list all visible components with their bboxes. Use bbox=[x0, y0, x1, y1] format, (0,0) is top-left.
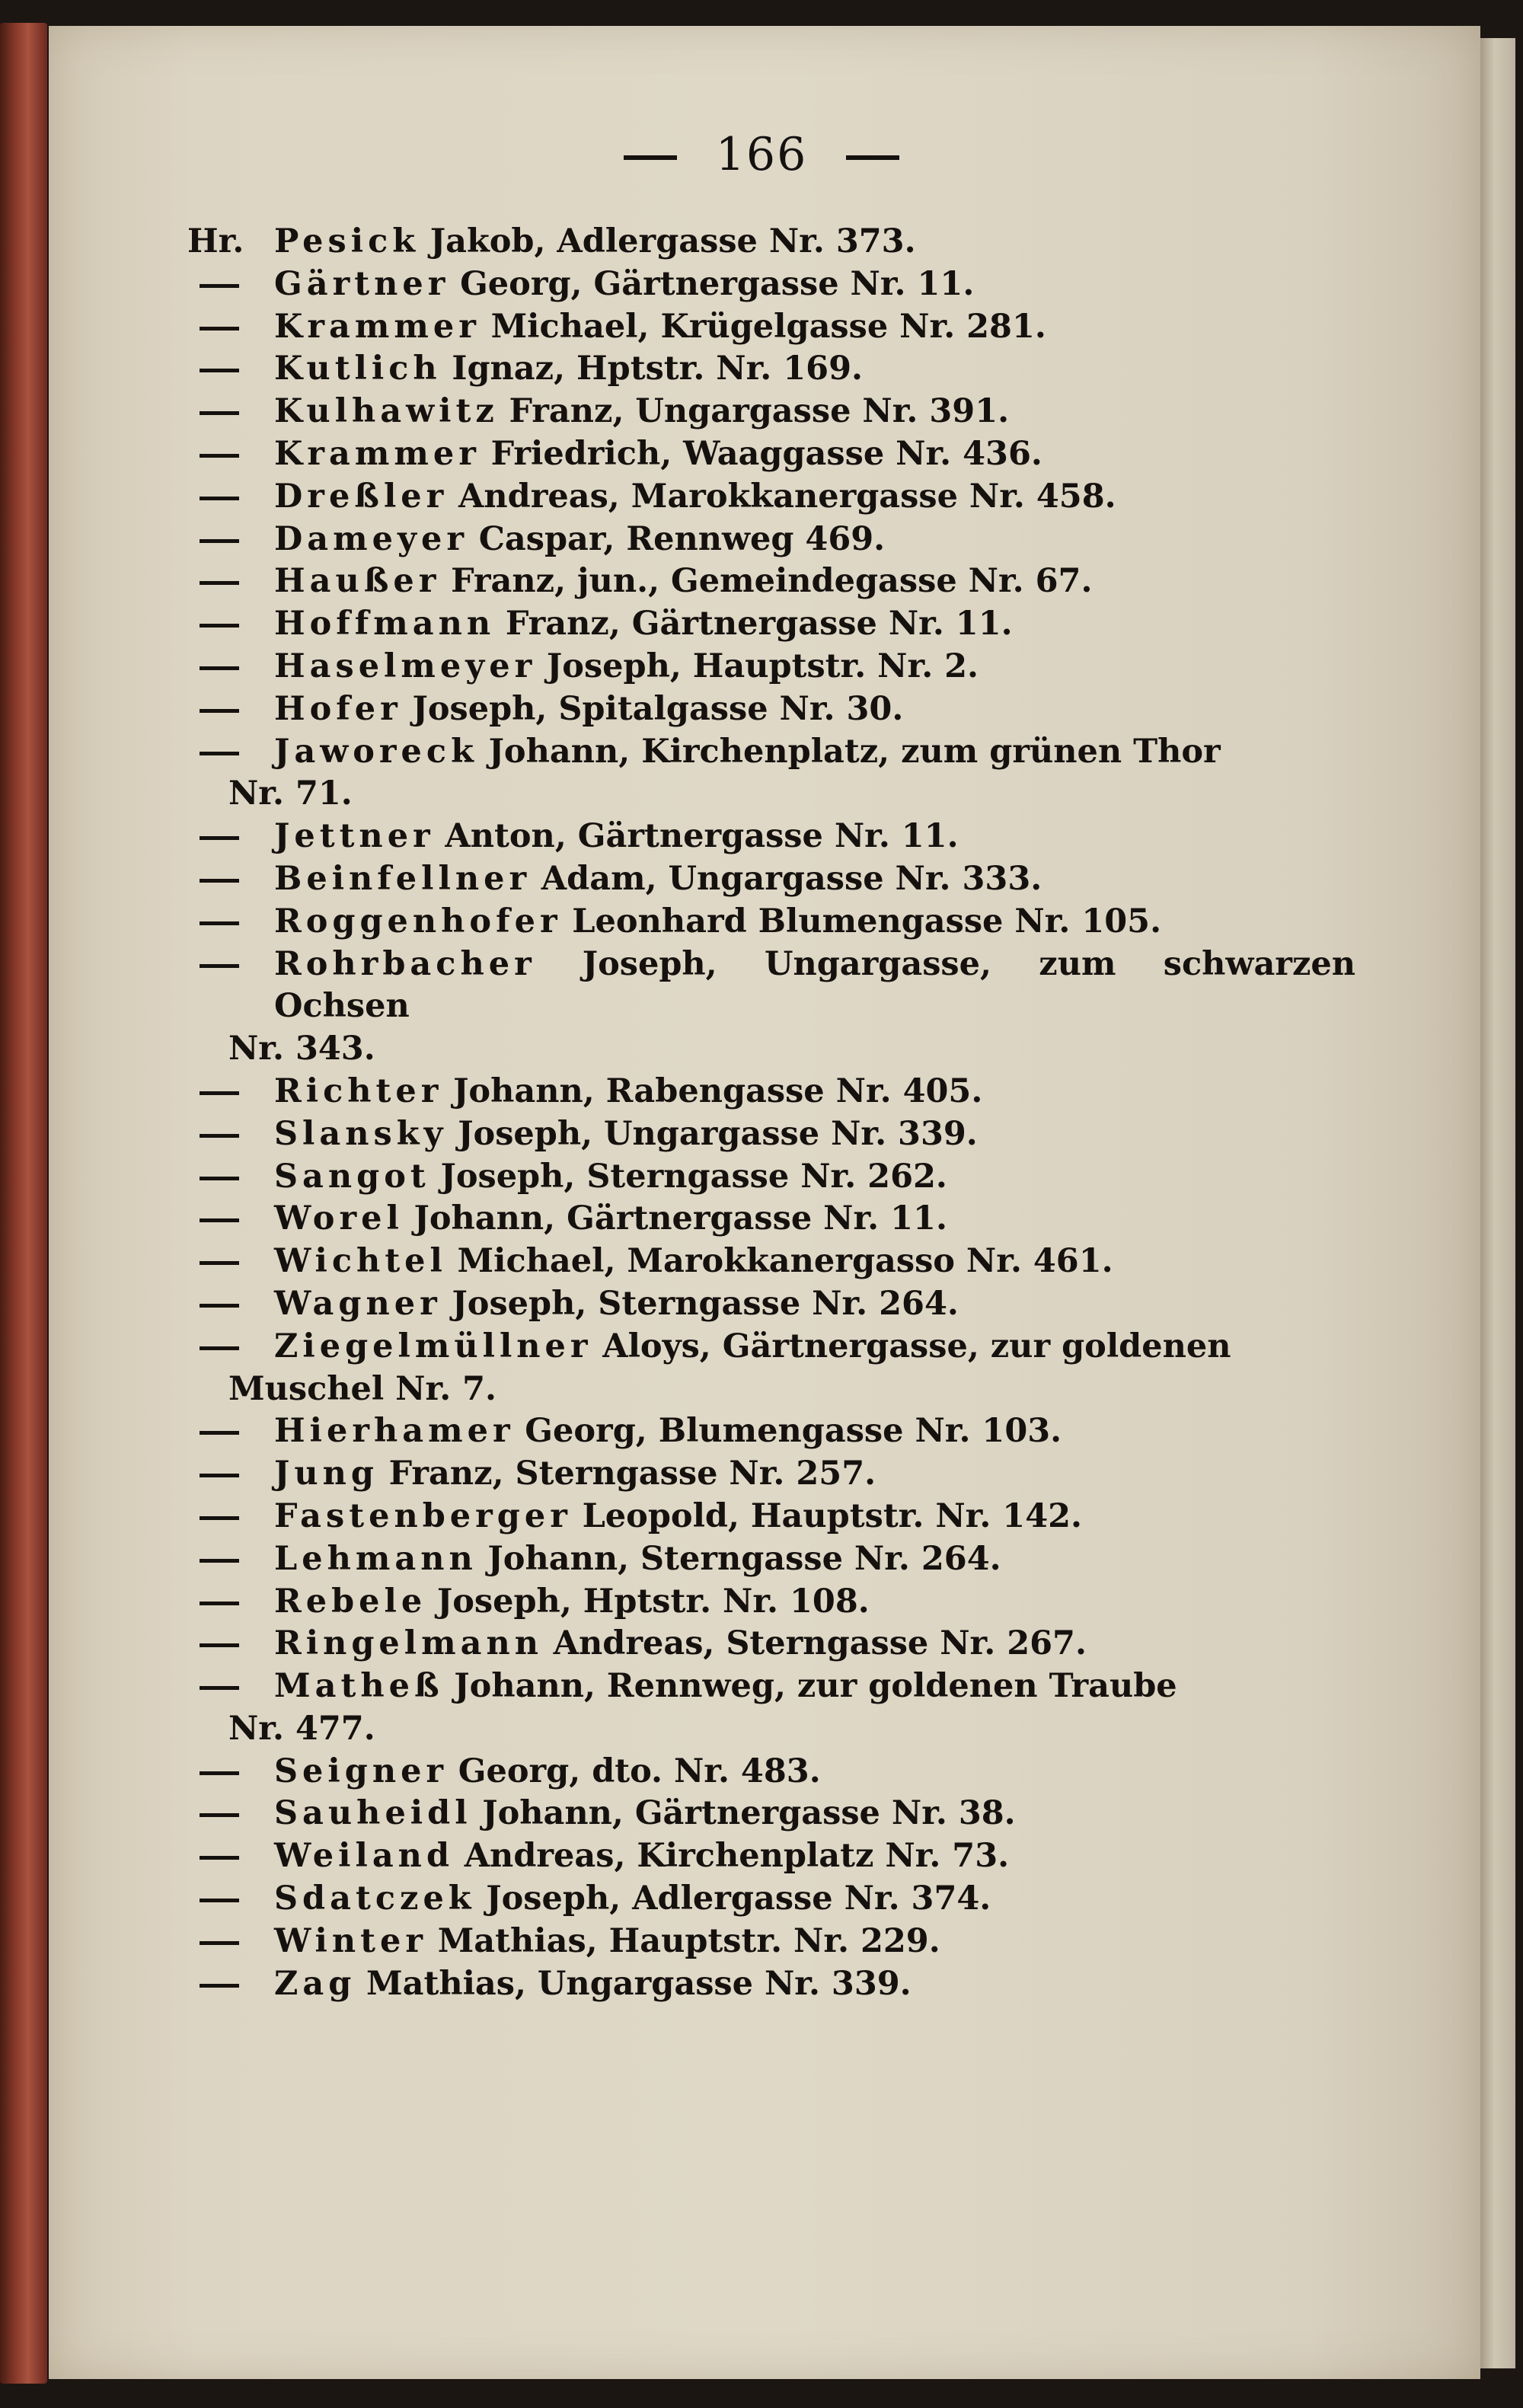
list-item bbox=[190, 1496, 1355, 1538]
list-item bbox=[190, 1878, 1355, 1921]
entry-surname: Jaworeck bbox=[274, 732, 478, 771]
entry-surname: Worel bbox=[274, 1199, 404, 1238]
entry-details: Adam, Ungargasse Nr. 333. bbox=[541, 859, 1042, 898]
entry-surname: Ringelmann bbox=[274, 1624, 543, 1663]
entry-surname: Seigner bbox=[274, 1752, 449, 1790]
address-list bbox=[187, 221, 1355, 2005]
entry-details: Joseph, Hauptstr. Nr. 2. bbox=[546, 647, 979, 685]
page-number: 166 bbox=[715, 128, 808, 181]
list-item bbox=[190, 1835, 1355, 1878]
entry-surname: Roggenhofer bbox=[274, 902, 562, 941]
list-item bbox=[190, 1113, 1355, 1156]
entry-details: Leonhard Blumengasse Nr. 105. bbox=[572, 902, 1162, 941]
entry-details: Mathias, Ungargasse Nr. 339. bbox=[366, 1964, 912, 2003]
entry-details: Joseph, Sterngasse Nr. 264. bbox=[452, 1284, 959, 1323]
entry-surname: Jung bbox=[274, 1455, 378, 1493]
entry-details: Anton, Gärtnergasse Nr. 11. bbox=[445, 817, 959, 856]
entry-details: Joseph, Spitalgasse Nr. 30. bbox=[412, 689, 904, 728]
entry-details: Michael, Krügelgasse Nr. 281. bbox=[490, 307, 1046, 346]
entry-surname: Kulhawitz bbox=[274, 392, 499, 431]
list-item bbox=[190, 603, 1355, 646]
list-item bbox=[190, 476, 1355, 519]
entry-details: Caspar, Rennweg 469. bbox=[478, 519, 886, 558]
entry-surname: Haselmeyer bbox=[274, 647, 537, 685]
entry-surname: Slansky bbox=[274, 1114, 448, 1153]
list-item bbox=[190, 519, 1355, 561]
list-item bbox=[190, 1665, 1355, 1751]
header-dash-left bbox=[624, 155, 677, 160]
entry-surname: Ziegelmüllner bbox=[274, 1327, 592, 1365]
list-item bbox=[190, 391, 1355, 433]
entry-surname: Hierhamer bbox=[274, 1412, 515, 1451]
entry-surname: Dreßler bbox=[274, 477, 449, 516]
entry-surname: Rohrbacher bbox=[274, 944, 536, 983]
page-edge bbox=[1480, 38, 1515, 2368]
entry-surname: Richter bbox=[274, 1071, 443, 1110]
entry-details: Georg, dto. Nr. 483. bbox=[458, 1752, 821, 1790]
list-item bbox=[187, 221, 1355, 263]
list-item bbox=[190, 688, 1355, 731]
entry-surname: Krammer bbox=[274, 307, 481, 346]
entry-continuation: Nr. 71. bbox=[228, 774, 353, 813]
entry-surname: Gärtner bbox=[274, 264, 450, 303]
entry-surname: Wichtel bbox=[274, 1242, 447, 1281]
entry-details: Franz, jun., Gemeindegasse Nr. 67. bbox=[451, 562, 1093, 601]
entry-details: Johann, Rabengasse Nr. 405. bbox=[453, 1071, 983, 1110]
list-item bbox=[190, 1326, 1355, 1411]
entry-details: Joseph, Ungargasse, zum schwarzen Ochsen bbox=[274, 944, 1355, 1026]
list-item bbox=[190, 1581, 1355, 1624]
entry-surname: Sangot bbox=[274, 1157, 430, 1196]
list-item bbox=[190, 646, 1355, 688]
entry-surname: Matheß bbox=[274, 1667, 444, 1706]
list-item bbox=[190, 816, 1355, 858]
entry-details: Johann, Sterngasse Nr. 264. bbox=[487, 1539, 1001, 1578]
list-item bbox=[190, 1538, 1355, 1581]
list-item bbox=[190, 433, 1355, 476]
list-item bbox=[190, 1751, 1355, 1793]
page-header bbox=[0, 128, 1523, 181]
entry-details: Michael, Marokkanergasso Nr. 461. bbox=[457, 1242, 1113, 1281]
entry-details: Joseph, Ungargasse Nr. 339. bbox=[458, 1114, 978, 1153]
entry-surname: Lehmann bbox=[274, 1539, 477, 1578]
entry-surname: Weiland bbox=[274, 1837, 455, 1876]
entry-details: Mathias, Hauptstr. Nr. 229. bbox=[437, 1921, 940, 1960]
entry-surname: Fastenberger bbox=[274, 1496, 572, 1535]
list-item bbox=[190, 1623, 1355, 1665]
entry-surname: Winter bbox=[274, 1921, 428, 1960]
entry-details: Joseph, Hptstr. Nr. 108. bbox=[436, 1582, 870, 1621]
entry-details: Johann, Rennweg, zur goldenen Traube bbox=[454, 1667, 1177, 1706]
entry-surname: Sauheidl bbox=[274, 1794, 472, 1833]
entry-surname: Jettner bbox=[274, 817, 435, 856]
entry-surname: Rebele bbox=[274, 1582, 427, 1621]
entry-details: Jakob, Adlergasse Nr. 373. bbox=[429, 222, 916, 260]
entry-details: Leopold, Hauptstr. Nr. 142. bbox=[582, 1496, 1083, 1535]
entry-details: Franz, Ungargasse Nr. 391. bbox=[509, 392, 1010, 431]
list-item bbox=[190, 1283, 1355, 1326]
entry-details: Andreas, Marokkanergasse Nr. 458. bbox=[458, 477, 1116, 516]
list-item bbox=[190, 1453, 1355, 1496]
book-spine bbox=[0, 23, 47, 2384]
entry-details: Aloys, Gärtnergasse, zur goldenen bbox=[602, 1327, 1231, 1365]
entry-surname: Sdatczek bbox=[274, 1879, 476, 1918]
entry-surname: Dameyer bbox=[274, 519, 469, 558]
list-item bbox=[190, 1198, 1355, 1241]
entry-honorific: Hr. bbox=[187, 222, 244, 260]
entry-surname: Beinfellner bbox=[274, 859, 532, 898]
entry-surname: Hoffmann bbox=[274, 605, 496, 644]
list-item bbox=[190, 1071, 1355, 1113]
list-item bbox=[190, 306, 1355, 349]
entry-details: Johann, Gärtnergasse Nr. 11. bbox=[413, 1199, 947, 1238]
entry-details: Georg, Gärtnergasse Nr. 11. bbox=[460, 264, 975, 303]
entry-continuation: Nr. 477. bbox=[228, 1709, 375, 1748]
list-item bbox=[190, 1921, 1355, 1963]
entry-details: Andreas, Sterngasse Nr. 267. bbox=[553, 1624, 1087, 1663]
list-item bbox=[190, 1156, 1355, 1199]
entry-continuation: Nr. 343. bbox=[228, 1030, 375, 1068]
entry-details: Joseph, Adlergasse Nr. 374. bbox=[486, 1879, 991, 1918]
list-item bbox=[190, 731, 1355, 816]
entry-surname: Pesick bbox=[274, 222, 420, 260]
entry-details: Franz, Sterngasse Nr. 257. bbox=[388, 1455, 876, 1493]
list-item bbox=[190, 1410, 1355, 1453]
list-item bbox=[190, 858, 1355, 901]
list-item bbox=[190, 901, 1355, 944]
entry-surname: Wagner bbox=[274, 1284, 442, 1323]
entry-details: Friedrich, Waaggasse Nr. 436. bbox=[490, 434, 1042, 473]
entry-details: Joseph, Sterngasse Nr. 262. bbox=[440, 1157, 947, 1196]
list-item bbox=[190, 944, 1355, 1071]
list-item bbox=[190, 1241, 1355, 1283]
entry-details: Georg, Blumengasse Nr. 103. bbox=[525, 1412, 1062, 1451]
entry-details: Johann, Gärtnergasse Nr. 38. bbox=[482, 1794, 1016, 1833]
list-item bbox=[190, 263, 1355, 306]
entry-surname: Haußer bbox=[274, 562, 441, 601]
entry-surname: Hofer bbox=[274, 689, 402, 728]
entry-surname: Kutlich bbox=[274, 350, 442, 388]
entry-details: Andreas, Kirchenplatz Nr. 73. bbox=[464, 1837, 1010, 1876]
entry-details: Ignaz, Hptstr. Nr. 169. bbox=[452, 350, 863, 388]
list-item bbox=[190, 560, 1355, 603]
entry-surname: Krammer bbox=[274, 434, 481, 473]
list-item bbox=[190, 348, 1355, 391]
entry-surname: Zag bbox=[274, 1964, 356, 2003]
entry-details: Franz, Gärtnergasse Nr. 11. bbox=[505, 605, 1013, 644]
entry-details: Johann, Kirchenplatz, zum grünen Thor bbox=[488, 732, 1221, 771]
entry-continuation: Muschel Nr. 7. bbox=[228, 1369, 497, 1408]
header-dash-right bbox=[846, 155, 899, 160]
list-item bbox=[190, 1963, 1355, 2006]
list-item bbox=[190, 1793, 1355, 1835]
